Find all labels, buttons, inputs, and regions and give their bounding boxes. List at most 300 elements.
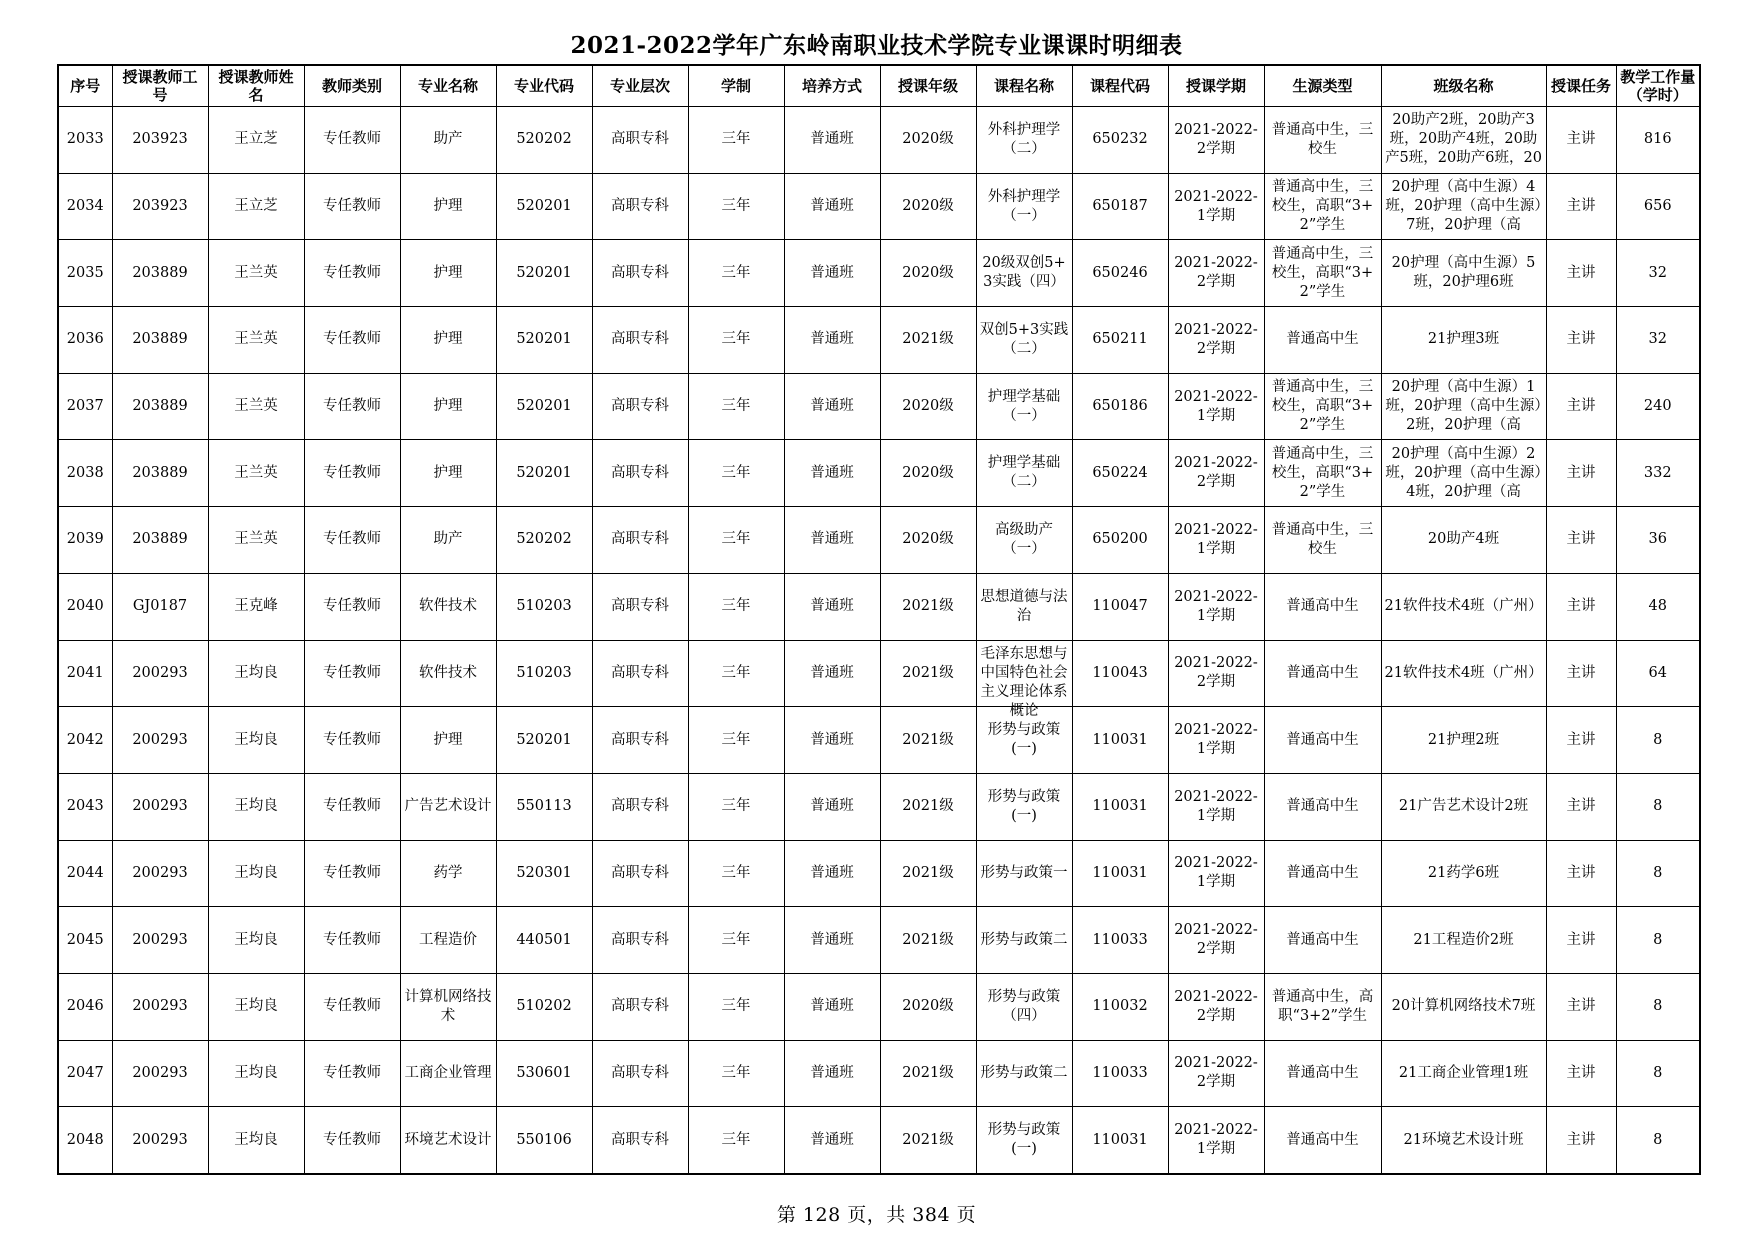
cell-text: 高职专科 <box>611 731 669 748</box>
cell-text: 2021级 <box>902 1131 954 1148</box>
cell-teacher-type <box>304 907 400 974</box>
cell-text: 20护理（高中生源）4班，20护理（高中生源）7班，20护理（高 <box>1385 179 1542 234</box>
cell-teacher-id <box>112 840 208 907</box>
cell-text: 8 <box>1653 931 1663 948</box>
cell-class-name <box>1381 240 1546 307</box>
cell-level <box>592 1107 688 1174</box>
cell-text: 环境艺术设计 <box>404 1131 492 1148</box>
cell-seq <box>58 307 112 374</box>
cell-text: 550106 <box>516 1131 572 1148</box>
cell-course-code <box>1072 373 1168 440</box>
cell-level <box>592 373 688 440</box>
cell-course-code <box>1072 840 1168 907</box>
cell-text: 110031 <box>1092 1131 1148 1148</box>
cell-class-name <box>1381 640 1546 707</box>
cell-text: 三年 <box>721 198 751 215</box>
cell-course-name <box>976 840 1072 907</box>
cell-text: 110043 <box>1092 664 1148 681</box>
cell-text: 外科护理学（一） <box>987 188 1061 224</box>
cell-major-name <box>400 507 496 574</box>
cell-grade <box>880 107 976 174</box>
cell-text: 2044 <box>66 864 104 881</box>
cell-text: 主讲 <box>1566 331 1596 348</box>
cell-grade <box>880 507 976 574</box>
cell-course-name <box>976 307 1072 374</box>
cell-text: 助产 <box>433 531 463 548</box>
cell-text: 专任教师 <box>323 531 381 548</box>
cell-course-name <box>976 573 1072 640</box>
cell-seq <box>58 173 112 240</box>
cell-text: 护理 <box>433 198 463 215</box>
cell-text: 200293 <box>132 864 188 881</box>
cell-course-name <box>976 973 1072 1040</box>
cell-text: 三年 <box>721 664 751 681</box>
cell-major-name <box>400 373 496 440</box>
cell-task <box>1546 240 1616 307</box>
table-row <box>58 773 1700 840</box>
cell-teacher-id <box>112 1107 208 1174</box>
cell-text: 2021级 <box>902 331 954 348</box>
cell-seq <box>58 1107 112 1174</box>
cell-level <box>592 773 688 840</box>
cell-workload <box>1616 373 1700 440</box>
cell-text: 主讲 <box>1566 531 1596 548</box>
cell-major-code <box>496 307 592 374</box>
cell-text: 20护理（高中生源）5班，20护理6班 <box>1391 255 1536 291</box>
cell-text: 20计算机网络技术7班 <box>1391 998 1536 1015</box>
cell-grade <box>880 240 976 307</box>
cell-task <box>1546 707 1616 774</box>
cell-text: 2021-2022-1学期 <box>1174 388 1258 424</box>
cell-course-code <box>1072 307 1168 374</box>
cell-text: 650186 <box>1092 398 1148 415</box>
cell-teacher-type <box>304 240 400 307</box>
cell-text: 200293 <box>132 798 188 815</box>
cell-text: 200293 <box>132 731 188 748</box>
col-header-task: 授课任务 <box>1546 65 1616 107</box>
cell-text: 高职专科 <box>611 998 669 1015</box>
cell-task <box>1546 440 1616 507</box>
cell-semester <box>1168 973 1264 1040</box>
cell-class-name <box>1381 707 1546 774</box>
cell-text: 110033 <box>1092 931 1148 948</box>
cell-task <box>1546 840 1616 907</box>
cell-text: 王兰英 <box>234 398 278 415</box>
cell-workload <box>1616 1040 1700 1107</box>
cell-text: 2021-2022-1学期 <box>1174 855 1258 891</box>
cell-text: 普通高中生，三校生，高职“3+2”学生 <box>1271 445 1374 500</box>
cell-text: 21药学6班 <box>1427 864 1500 881</box>
cell-text: 普通班 <box>810 131 854 148</box>
cell-training-mode <box>784 907 880 974</box>
cell-text: 203923 <box>132 198 188 215</box>
cell-text: 高级助产（一） <box>995 521 1053 557</box>
cell-grade <box>880 307 976 374</box>
cell-workload <box>1616 1107 1700 1174</box>
cell-course-name <box>976 173 1072 240</box>
cell-level <box>592 573 688 640</box>
cell-training-mode <box>784 240 880 307</box>
cell-text: 形势与政策(一) <box>987 788 1061 824</box>
cell-seq <box>58 707 112 774</box>
cell-teacher-id <box>112 107 208 174</box>
cell-teacher-id <box>112 373 208 440</box>
cell-teacher-id <box>112 440 208 507</box>
cell-text: 110047 <box>1092 598 1148 615</box>
cell-text: 三年 <box>721 598 751 615</box>
cell-text: 520201 <box>516 331 572 348</box>
cell-teacher-id <box>112 507 208 574</box>
cell-semester <box>1168 907 1264 974</box>
cell-text: 2021-2022-2学期 <box>1174 988 1258 1024</box>
cell-grade <box>880 640 976 707</box>
cell-text: 332 <box>1643 464 1672 481</box>
cell-teacher-name <box>208 440 304 507</box>
cell-text: 主讲 <box>1566 798 1596 815</box>
cell-course-name <box>976 907 1072 974</box>
cell-training-mode <box>784 973 880 1040</box>
cell-semester <box>1168 307 1264 374</box>
cell-task <box>1546 1040 1616 1107</box>
cell-workload <box>1616 440 1700 507</box>
cell-training-mode <box>784 440 880 507</box>
cell-text: 专任教师 <box>323 198 381 215</box>
cell-text: 主讲 <box>1566 998 1596 1015</box>
cell-seq <box>58 107 112 174</box>
cell-level <box>592 1040 688 1107</box>
cell-text: 21软件技术4班（广州） <box>1384 664 1543 681</box>
cell-text: 2041 <box>66 664 104 681</box>
cell-text: 21软件技术4班（广州） <box>1384 598 1543 615</box>
cell-class-name <box>1381 773 1546 840</box>
cell-student-source <box>1264 373 1381 440</box>
cell-text: 21工商企业管理1班 <box>1398 1064 1529 1081</box>
cell-text: 高职专科 <box>611 598 669 615</box>
cell-text: 2021-2022-1学期 <box>1174 588 1258 624</box>
cell-text: 主讲 <box>1566 131 1596 148</box>
cell-course-name <box>976 507 1072 574</box>
table-row <box>58 440 1700 507</box>
cell-duration <box>688 440 784 507</box>
cell-text: 专任教师 <box>323 264 381 281</box>
cell-text: 650224 <box>1092 464 1148 481</box>
cell-text: 主讲 <box>1566 464 1596 481</box>
table-row <box>58 907 1700 974</box>
cell-semester <box>1168 373 1264 440</box>
cell-major-name <box>400 707 496 774</box>
cell-teacher-type <box>304 507 400 574</box>
cell-seq <box>58 573 112 640</box>
cell-text: 普通班 <box>810 864 854 881</box>
cell-text: 王均良 <box>234 1131 278 1148</box>
cell-grade <box>880 1040 976 1107</box>
cell-seq <box>58 1040 112 1107</box>
cell-teacher-type <box>304 107 400 174</box>
cell-text: 专任教师 <box>323 464 381 481</box>
cell-text: 520301 <box>516 864 572 881</box>
cell-task <box>1546 107 1616 174</box>
cell-student-source <box>1264 507 1381 574</box>
cell-text: 三年 <box>721 864 751 881</box>
col-header-teacher-type: 教师类别 <box>304 65 400 107</box>
cell-text: 专任教师 <box>323 998 381 1015</box>
cell-teacher-name <box>208 107 304 174</box>
cell-course-code <box>1072 507 1168 574</box>
cell-level <box>592 240 688 307</box>
cell-text: 2033 <box>66 131 104 148</box>
col-header-course-name: 课程名称 <box>976 65 1072 107</box>
cell-seq <box>58 907 112 974</box>
cell-text: 三年 <box>721 464 751 481</box>
cell-text: 三年 <box>721 531 751 548</box>
cell-text: 110033 <box>1092 1064 1148 1081</box>
cell-workload <box>1616 707 1700 774</box>
cell-text: 650200 <box>1092 531 1148 548</box>
col-header-workload: 教学工作量（学时） <box>1616 65 1700 107</box>
cell-training-mode <box>784 573 880 640</box>
cell-workload <box>1616 640 1700 707</box>
cell-seq <box>58 373 112 440</box>
cell-text: 普通班 <box>810 664 854 681</box>
cell-text: 形势与政策二 <box>980 1064 1068 1081</box>
cell-level <box>592 107 688 174</box>
cell-teacher-type <box>304 640 400 707</box>
cell-duration <box>688 1107 784 1174</box>
cell-text: 王兰英 <box>234 464 278 481</box>
cell-text: 普通高中生 <box>1286 1064 1359 1081</box>
cell-student-source <box>1264 107 1381 174</box>
cell-class-name <box>1381 107 1546 174</box>
cell-teacher-name <box>208 640 304 707</box>
cell-text: 20护理（高中生源）2班，20护理（高中生源）4班，20护理（高 <box>1385 445 1542 500</box>
cell-text: 2020级 <box>902 998 954 1015</box>
cell-teacher-name <box>208 707 304 774</box>
cell-text: 普通班 <box>810 198 854 215</box>
cell-teacher-id <box>112 707 208 774</box>
cell-text: 主讲 <box>1566 931 1596 948</box>
cell-text: 普通班 <box>810 931 854 948</box>
cell-teacher-name <box>208 773 304 840</box>
cell-text: 21工程造价2班 <box>1413 931 1514 948</box>
cell-text: 2021-2022-2学期 <box>1174 455 1258 491</box>
cell-training-mode <box>784 307 880 374</box>
cell-semester <box>1168 107 1264 174</box>
cell-text: 2021-2022-2学期 <box>1174 255 1258 291</box>
col-header-class-name: 班级名称 <box>1381 65 1546 107</box>
cell-text: 普通高中生 <box>1286 798 1359 815</box>
cell-class-name <box>1381 1107 1546 1174</box>
cell-text: 普通班 <box>810 331 854 348</box>
cell-student-source <box>1264 773 1381 840</box>
cell-text: 普通高中生，三校生，高职“3+2”学生 <box>1271 245 1374 300</box>
cell-teacher-type <box>304 773 400 840</box>
cell-text: 36 <box>1648 531 1667 548</box>
cell-teacher-name <box>208 973 304 1040</box>
cell-text: 外科护理学（二） <box>987 121 1061 157</box>
cell-task <box>1546 640 1616 707</box>
cell-text: 8 <box>1653 1131 1663 1148</box>
cell-text: 2042 <box>66 731 104 748</box>
table-row <box>58 307 1700 374</box>
cell-major-name <box>400 840 496 907</box>
cell-text: 440501 <box>516 931 572 948</box>
cell-text: 21护理3班 <box>1427 331 1500 348</box>
table-row <box>58 707 1700 774</box>
cell-text: 20助产4班 <box>1427 531 1500 548</box>
cell-text: 专任教师 <box>323 131 381 148</box>
cell-level <box>592 173 688 240</box>
cell-text: 21环境艺术设计班 <box>1403 1131 1524 1148</box>
cell-major-name <box>400 773 496 840</box>
cell-text: 专任教师 <box>323 331 381 348</box>
cell-text: 200293 <box>132 1131 188 1148</box>
cell-text: 656 <box>1643 198 1672 215</box>
cell-level <box>592 640 688 707</box>
cell-text: 形势与政策（四） <box>987 988 1061 1024</box>
cell-text: 240 <box>1643 398 1672 415</box>
cell-text: 203889 <box>132 531 188 548</box>
cell-text: 2021-2022-1学期 <box>1174 188 1258 224</box>
cell-student-source <box>1264 307 1381 374</box>
cell-text: 普通班 <box>810 731 854 748</box>
cell-text: 510203 <box>516 598 572 615</box>
cell-teacher-type <box>304 307 400 374</box>
cell-text: 双创5+3实践（二） <box>979 321 1069 357</box>
cell-text: 护理 <box>433 398 463 415</box>
cell-text: 110031 <box>1092 864 1148 881</box>
cell-text: GJ0187 <box>132 598 188 615</box>
cell-text: 普通高中生，三校生 <box>1271 521 1374 557</box>
cell-text: 203889 <box>132 398 188 415</box>
cell-semester <box>1168 707 1264 774</box>
cell-text: 主讲 <box>1566 398 1596 415</box>
cell-text: 专任教师 <box>323 731 381 748</box>
cell-text: 三年 <box>721 398 751 415</box>
cell-grade <box>880 907 976 974</box>
cell-seq <box>58 240 112 307</box>
cell-text: 520202 <box>516 531 572 548</box>
cell-text: 三年 <box>721 731 751 748</box>
col-header-semester: 授课学期 <box>1168 65 1264 107</box>
col-header-grade: 授课年级 <box>880 65 976 107</box>
table-row <box>58 240 1700 307</box>
cell-student-source <box>1264 1107 1381 1174</box>
cell-text: 计算机网络技术 <box>404 988 492 1024</box>
cell-workload <box>1616 307 1700 374</box>
page-title: 2021-2022学年广东岭南职业技术学院专业课课时明细表 <box>570 32 1183 59</box>
cell-teacher-name <box>208 840 304 907</box>
cell-text: 550113 <box>516 798 572 815</box>
cell-major-code <box>496 507 592 574</box>
cell-semester <box>1168 840 1264 907</box>
table-row <box>58 1040 1700 1107</box>
cell-major-name <box>400 173 496 240</box>
cell-teacher-name <box>208 1040 304 1107</box>
cell-text: 2021-2022-1学期 <box>1174 722 1258 758</box>
cell-text: 2021级 <box>902 1064 954 1081</box>
cell-text: 110032 <box>1092 998 1148 1015</box>
cell-text: 21护理2班 <box>1427 731 1500 748</box>
cell-seq <box>58 440 112 507</box>
cell-level <box>592 440 688 507</box>
cell-teacher-type <box>304 1107 400 1174</box>
cell-class-name <box>1381 440 1546 507</box>
table-row <box>58 1107 1700 1174</box>
cell-teacher-type <box>304 1040 400 1107</box>
cell-duration <box>688 307 784 374</box>
cell-semester <box>1168 173 1264 240</box>
cell-level <box>592 507 688 574</box>
cell-task <box>1546 373 1616 440</box>
cell-class-name <box>1381 373 1546 440</box>
cell-teacher-id <box>112 907 208 974</box>
cell-text: 普通高中生 <box>1286 664 1359 681</box>
cell-duration <box>688 107 784 174</box>
cell-text: 专任教师 <box>323 398 381 415</box>
cell-major-name <box>400 107 496 174</box>
cell-text: 王均良 <box>234 731 278 748</box>
cell-workload <box>1616 240 1700 307</box>
cell-text: 助产 <box>433 131 463 148</box>
cell-grade <box>880 573 976 640</box>
cell-course-name <box>976 1107 1072 1174</box>
cell-text: 2020级 <box>902 264 954 281</box>
cell-text: 普通班 <box>810 531 854 548</box>
cell-class-name <box>1381 973 1546 1040</box>
cell-course-name <box>976 240 1072 307</box>
course-hours-table <box>57 64 1701 1175</box>
cell-major-code <box>496 973 592 1040</box>
cell-text: 高职专科 <box>611 398 669 415</box>
cell-course-code <box>1072 240 1168 307</box>
cell-major-code <box>496 573 592 640</box>
cell-text: 护理 <box>433 731 463 748</box>
cell-major-code <box>496 840 592 907</box>
cell-course-code <box>1072 640 1168 707</box>
cell-class-name <box>1381 907 1546 974</box>
cell-text: 520201 <box>516 731 572 748</box>
cell-training-mode <box>784 1040 880 1107</box>
cell-training-mode <box>784 373 880 440</box>
cell-text: 三年 <box>721 131 751 148</box>
cell-text: 520201 <box>516 464 572 481</box>
cell-seq <box>58 640 112 707</box>
cell-text: 三年 <box>721 1064 751 1081</box>
cell-text: 高职专科 <box>611 864 669 881</box>
cell-text: 64 <box>1648 664 1667 681</box>
cell-teacher-type <box>304 573 400 640</box>
cell-text: 思想道德与法治 <box>980 588 1068 624</box>
col-header-seq: 序号 <box>58 65 112 107</box>
cell-text: 520201 <box>516 398 572 415</box>
cell-text: 2020级 <box>902 131 954 148</box>
cell-text: 专任教师 <box>323 1064 381 1081</box>
cell-course-code <box>1072 573 1168 640</box>
cell-semester <box>1168 440 1264 507</box>
table-row <box>58 507 1700 574</box>
col-header-training-mode: 培养方式 <box>784 65 880 107</box>
cell-major-name <box>400 307 496 374</box>
table-row <box>58 840 1700 907</box>
cell-teacher-name <box>208 507 304 574</box>
cell-text: 主讲 <box>1566 731 1596 748</box>
cell-text: 主讲 <box>1566 198 1596 215</box>
cell-text: 2021-2022-2学期 <box>1174 321 1258 357</box>
cell-major-code <box>496 440 592 507</box>
cell-text: 王兰英 <box>234 264 278 281</box>
cell-text: 2021-2022-2学期 <box>1174 1055 1258 1091</box>
cell-teacher-name <box>208 173 304 240</box>
